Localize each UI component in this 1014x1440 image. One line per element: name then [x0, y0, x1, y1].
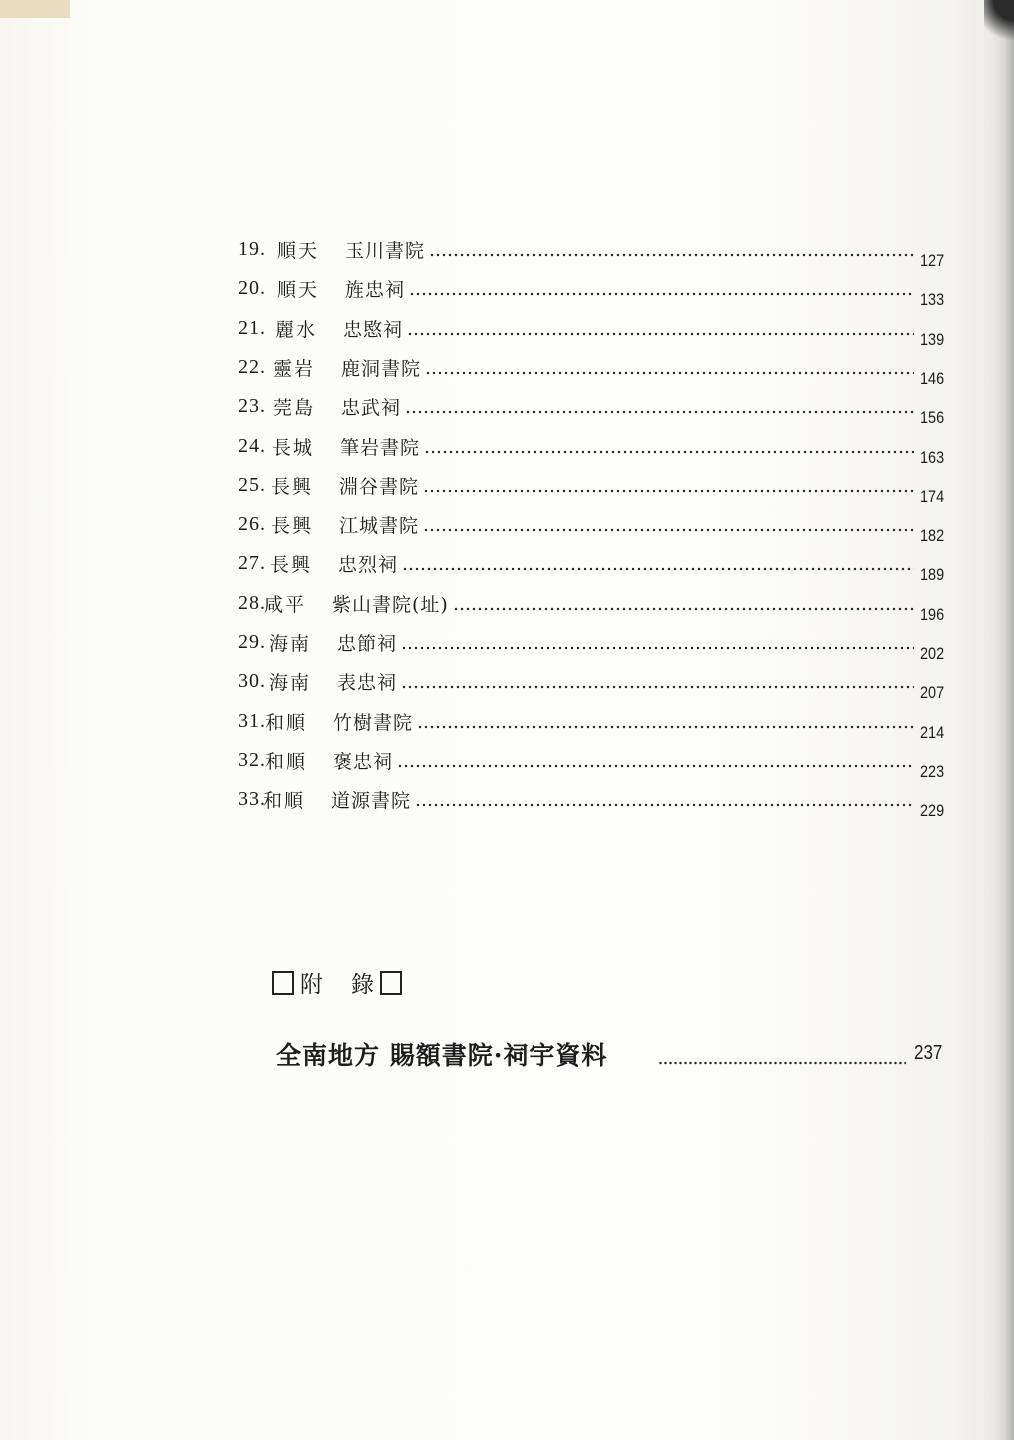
appendix-heading	[272, 966, 402, 1002]
open-box-icon	[272, 971, 294, 995]
toc-dot-leader	[402, 566, 914, 572]
toc-entry-page: 174	[920, 486, 945, 506]
toc-entry-page: 163	[920, 447, 945, 467]
toc-entry-title: 紫山書院(址)	[332, 593, 449, 616]
toc-entry-page: 207	[920, 683, 945, 703]
toc-entry-title: 表忠祠	[337, 672, 398, 695]
toc-entry-number: 19.	[238, 238, 266, 260]
toc-dot-leader	[397, 763, 914, 769]
toc-entry	[0, 311, 1014, 351]
toc-dot-leader	[415, 802, 914, 808]
toc-entry-number: 20.	[238, 277, 266, 300]
appendix-entry	[0, 1036, 1014, 1076]
close-box-icon	[380, 971, 402, 995]
toc-entry-region: 長興	[270, 554, 313, 577]
toc-dot-leader	[401, 645, 914, 651]
toc-entry-title: 玉川書院	[345, 240, 426, 262]
toc-entry-number: 26.	[238, 513, 266, 536]
toc-entry-number: 27.	[238, 552, 266, 575]
toc-dot-leader	[429, 252, 914, 258]
toc-entry-region: 海南	[269, 633, 312, 655]
toc-entry-page: 196	[920, 604, 945, 624]
toc-entry-title: 忠愍祠	[343, 318, 404, 341]
toc-dot-leader	[453, 606, 914, 612]
toc-entry	[0, 546, 1014, 586]
toc-entry-region: 順天	[277, 240, 320, 262]
toc-entry-number: 29.	[238, 631, 266, 653]
toc-entry-page: 156	[920, 408, 945, 428]
toc-dot-leader	[424, 449, 914, 455]
toc-entry-number: 25.	[238, 473, 266, 496]
toc-entry	[0, 429, 1014, 469]
toc-entry	[0, 271, 1014, 311]
toc-entry-title: 江城書院	[339, 515, 420, 538]
toc-dot-leader	[423, 488, 914, 494]
toc-entry	[0, 232, 1014, 272]
toc-entry-region: 和順	[263, 790, 306, 813]
toc-entry-title: 筆岩書院	[340, 436, 421, 459]
toc-entry	[0, 586, 1014, 626]
toc-entry-title: 忠烈祠	[338, 554, 399, 577]
toc-entry	[0, 350, 1014, 390]
toc-entry-number: 30.	[238, 670, 266, 693]
toc-entry-title: 忠武祠	[341, 397, 402, 420]
toc-dot-leader	[405, 409, 914, 415]
toc-dot-leader	[409, 291, 914, 297]
toc-entry	[0, 743, 1014, 783]
toc-entry-region: 海南	[269, 672, 312, 695]
appendix-heading-label: 附錄	[300, 972, 402, 998]
toc-dot-leader	[425, 370, 914, 376]
toc-entry-page: 146	[920, 368, 945, 388]
appendix-entry-page: 237	[914, 1042, 943, 1064]
toc-entry-region: 莞島	[273, 397, 316, 420]
toc-entry	[0, 782, 1014, 822]
toc-entry-title: 鹿洞書院	[341, 357, 422, 380]
toc-entry-region: 和順	[265, 711, 308, 734]
toc-entry-page: 139	[920, 329, 945, 349]
toc-entry	[0, 664, 1014, 704]
toc-entry-region: 長興	[271, 515, 314, 538]
toc-entry-number: 33.	[238, 788, 266, 811]
toc-entry	[0, 389, 1014, 429]
toc-entry-page: 229	[920, 801, 945, 821]
toc-entry-title: 淵谷書院	[339, 475, 420, 498]
toc-entry-number: 24.	[238, 434, 266, 457]
toc-entry-number: 32.	[238, 748, 266, 771]
toc-dot-leader	[423, 527, 914, 533]
toc-entry	[0, 468, 1014, 508]
toc-entry	[0, 507, 1014, 547]
toc-dot-leader	[401, 684, 914, 690]
toc-entry-page: 214	[920, 722, 945, 742]
toc-dot-leader	[417, 724, 914, 730]
appendix-dot-leader	[658, 1060, 906, 1066]
toc-entry	[0, 625, 1014, 665]
toc-entry-page: 189	[920, 565, 945, 585]
toc-entry-region: 和順	[265, 750, 308, 773]
toc-entry-number: 31.	[238, 709, 266, 732]
toc-entry-region: 咸平	[264, 593, 307, 616]
appendix-entry-title: 全南地方 賜額書院·祠宇資料	[276, 1041, 608, 1070]
toc-entry-title: 道源書院	[331, 790, 412, 813]
toc-entry-region: 順天	[277, 279, 320, 302]
toc-entry-page: 127	[920, 251, 945, 270]
toc-entry-region: 長城	[272, 436, 315, 459]
toc-entry-page: 133	[920, 290, 945, 310]
toc-entry-title: 竹樹書院	[333, 711, 414, 734]
toc-entry-number: 21.	[238, 316, 266, 339]
toc-entry-region: 靈岩	[273, 357, 316, 380]
toc-dot-leader	[407, 331, 914, 337]
toc-entry-title: 忠節祠	[337, 633, 398, 655]
toc-entry-page: 182	[920, 526, 945, 546]
toc-entry-title: 旌忠祠	[345, 279, 406, 302]
toc-entry-region: 長興	[271, 475, 314, 498]
toc-entry	[0, 704, 1014, 744]
toc-entry-region: 麗水	[275, 318, 318, 341]
page-corner-shadow	[984, 0, 1014, 50]
toc-entry-number: 28.	[238, 591, 266, 614]
toc-entry-number: 23.	[238, 395, 266, 418]
page-tab-marker	[0, 0, 70, 18]
toc-entry-page: 223	[920, 761, 945, 781]
toc-entry-title: 褒忠祠	[333, 750, 394, 773]
toc-entry-number: 22.	[238, 355, 266, 378]
toc-entry-page: 202	[920, 644, 945, 663]
